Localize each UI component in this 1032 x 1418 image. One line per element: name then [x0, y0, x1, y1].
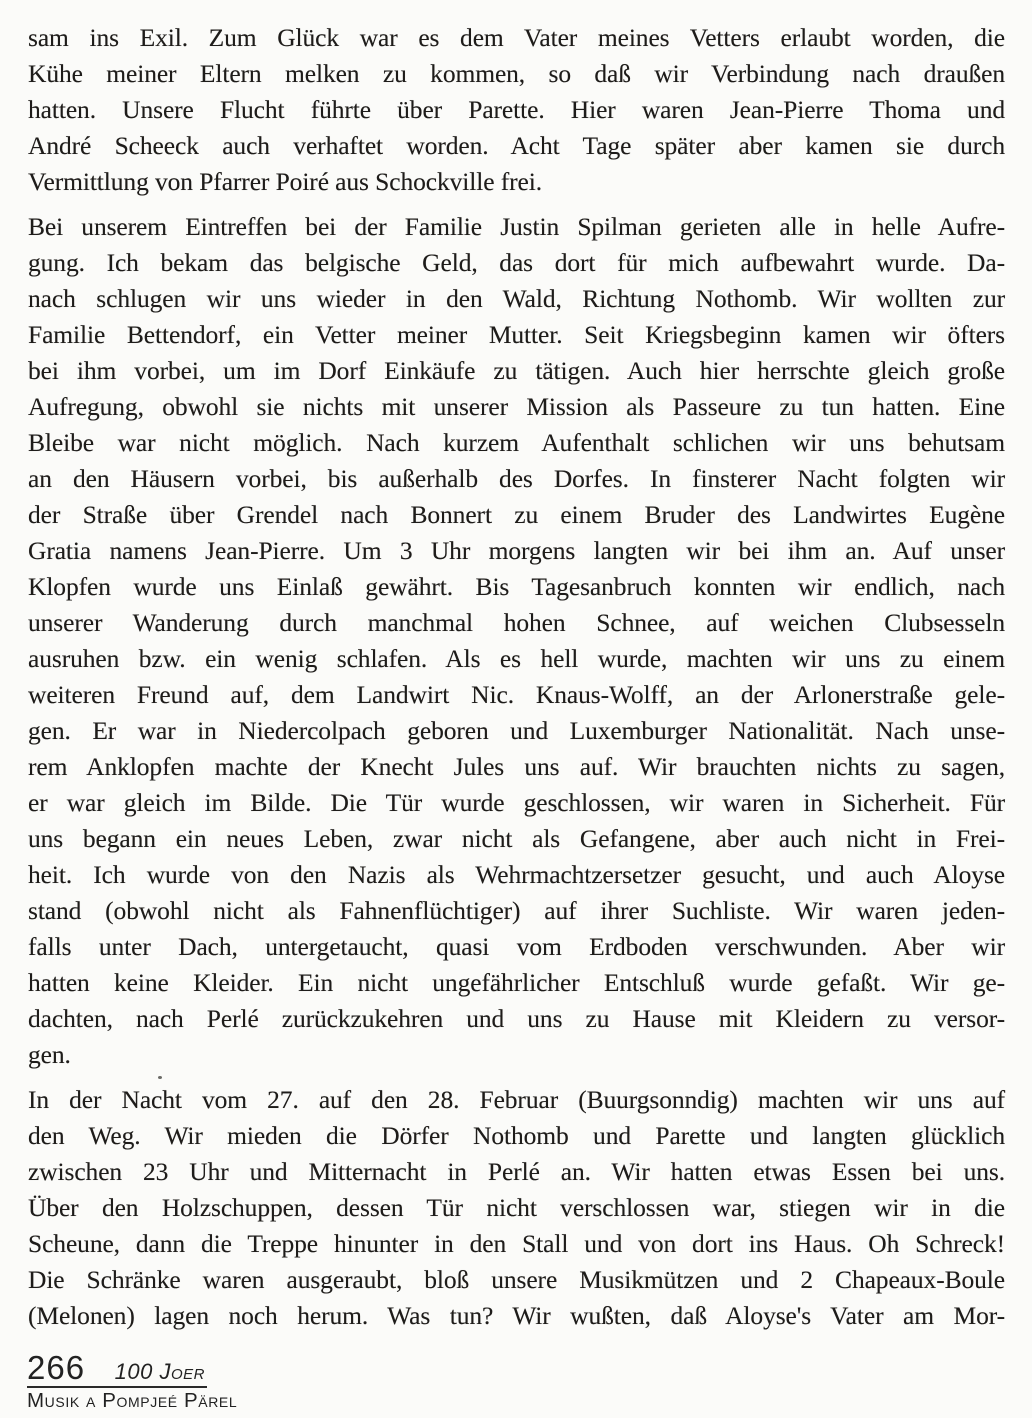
- text-line: der Straße über Grendel nach Bonnert zu einem Bruder des Landwirtes Eugène: [28, 500, 1005, 529]
- text-line: In der Nacht vom 27. auf den 28. Februar (Buurgsonndig) machten wir uns auf: [28, 1085, 1005, 1114]
- text-line: gung. Ich bekam das belgische Geld, das dort für mich aufbewahrt wurde. Da-: [28, 248, 1005, 277]
- text-line: heit. Ich wurde von den Nazis als Wehrmachtzersetzer gesucht, und auch Aloyse: [28, 860, 1005, 889]
- text-line: an den Häusern vorbei, bis außerhalb des Dorfes. In finsterer Nacht folgten wir: [28, 464, 1005, 493]
- text-line: den Weg. Wir mieden die Dörfer Nothomb und Parette und langten glücklich: [28, 1121, 1005, 1150]
- text-line: stand (obwohl nicht als Fahnenflüchtiger) auf ihrer Suchliste. Wir waren jeden-: [28, 896, 1005, 925]
- text-line: Bleibe war nicht möglich. Nach kurzem Aufenthalt schlichen wir uns behutsam: [28, 428, 1005, 457]
- text-line: Vermittlung von Pfarrer Poiré aus Schockville frei.: [28, 167, 542, 196]
- text-line: Klopfen wurde uns Einlaß gewährt. Bis Tagesanbruch konnten wir endlich, nach: [28, 572, 1005, 601]
- text-line: Familie Bettendorf, ein Vetter meiner Mutter. Seit Kriegsbeginn kamen wir öfters: [28, 320, 1005, 349]
- text-line: hatten keine Kleider. Ein nicht ungefährlicher Entschluß wurde gefaßt. Wir ge-: [28, 968, 1005, 997]
- text-line: bei ihm vorbei, um im Dorf Einkäufe zu tätigen. Auch hier herrschte gleich große: [28, 356, 1005, 385]
- text-line: zwischen 23 Uhr und Mitternacht in Perlé an. Wir hatten etwas Essen bei uns.: [28, 1157, 1005, 1186]
- text-line: falls unter Dach, untergetaucht, quasi vom Erdboden verschwunden. Aber wir: [28, 932, 1005, 961]
- text-line: hatten. Unsere Flucht führte über Parette. Hier waren Jean-Pierre Thoma und: [28, 95, 1005, 124]
- text-line: dachten, nach Perlé zurückzukehren und uns zu Hause mit Kleidern zu versor-: [28, 1004, 1005, 1033]
- text-line: André Scheeck auch verhaftet worden. Acht Tage später aber kamen sie durch: [28, 131, 1005, 160]
- text-line: Bei unserem Eintreffen bei der Familie Justin Spilman gerieten alle in helle Aufre-: [28, 212, 1005, 241]
- text-line: unserer Wanderung durch manchmal hohen Schnee, auf weichen Clubsesseln: [28, 608, 1005, 637]
- scan-artifact-dot: [158, 1076, 162, 1079]
- text-line: Über den Holzschuppen, dessen Tür nicht verschlossen war, stiegen wir in die: [28, 1193, 1005, 1222]
- text-line: uns begann ein neues Leben, zwar nicht als Gefangene, aber auch nicht in Frei-: [28, 824, 1005, 853]
- series-subtitle: Musik a Pompjeé Pärel: [27, 1389, 238, 1412]
- text-line: weiteren Freund auf, dem Landwirt Nic. Knaus-Wolff, an der Arlonerstraße gele-: [28, 680, 1005, 709]
- text-line: sam ins Exil. Zum Glück war es dem Vater meines Vetters erlaubt worden, die: [28, 23, 1005, 52]
- text-line: Die Schränke waren ausgeraubt, bloß unsere Musikmützen und 2 Chapeaux-Boule: [28, 1265, 1005, 1294]
- page-footer: [27, 1349, 238, 1413]
- page-number: 266: [27, 1349, 86, 1386]
- text-line: (Melonen) lagen noch herum. Was tun? Wir wußten, daß Aloyse's Vater am Mor-: [28, 1301, 1005, 1330]
- text-line: Kühe meiner Eltern melken zu kommen, so daß wir Verbindung nach draußen: [28, 59, 1005, 88]
- footer-rule: [27, 1386, 207, 1388]
- footer-header-row: [27, 1349, 207, 1386]
- paragraph: [28, 209, 1005, 1073]
- text-line: gen. Er war in Niedercolpach geboren und Luxemburger Nationalität. Nach unse-: [28, 716, 1005, 745]
- text-line: ausruhen bzw. ein wenig schlafen. Als es hell wurde, machten wir uns zu einem: [28, 644, 1005, 673]
- text-line: nach schlugen wir uns wieder in den Wald, Richtung Nothomb. Wir wollten zur: [28, 284, 1005, 313]
- page-text: [28, 20, 1005, 1343]
- text-line: Aufregung, obwohl sie nichts mit unserer Mission als Passeure zu tun hatten. Eine: [28, 392, 1005, 421]
- series-title: 100 Joer: [114, 1359, 205, 1384]
- paragraph: [28, 20, 1005, 200]
- paragraph: [28, 1082, 1005, 1334]
- text-line: Gratia namens Jean-Pierre. Um 3 Uhr morgens langten wir bei ihm an. Auf unser: [28, 536, 1005, 565]
- text-line: rem Anklopfen machte der Knecht Jules uns auf. Wir brauchten nichts zu sagen,: [28, 752, 1005, 781]
- text-line: Scheune, dann die Treppe hinunter in den Stall und von dort ins Haus. Oh Schreck!: [28, 1229, 1005, 1258]
- text-line: gen.: [28, 1040, 71, 1069]
- text-line: er war gleich im Bilde. Die Tür wurde geschlossen, wir waren in Sicherheit. Für: [28, 788, 1005, 817]
